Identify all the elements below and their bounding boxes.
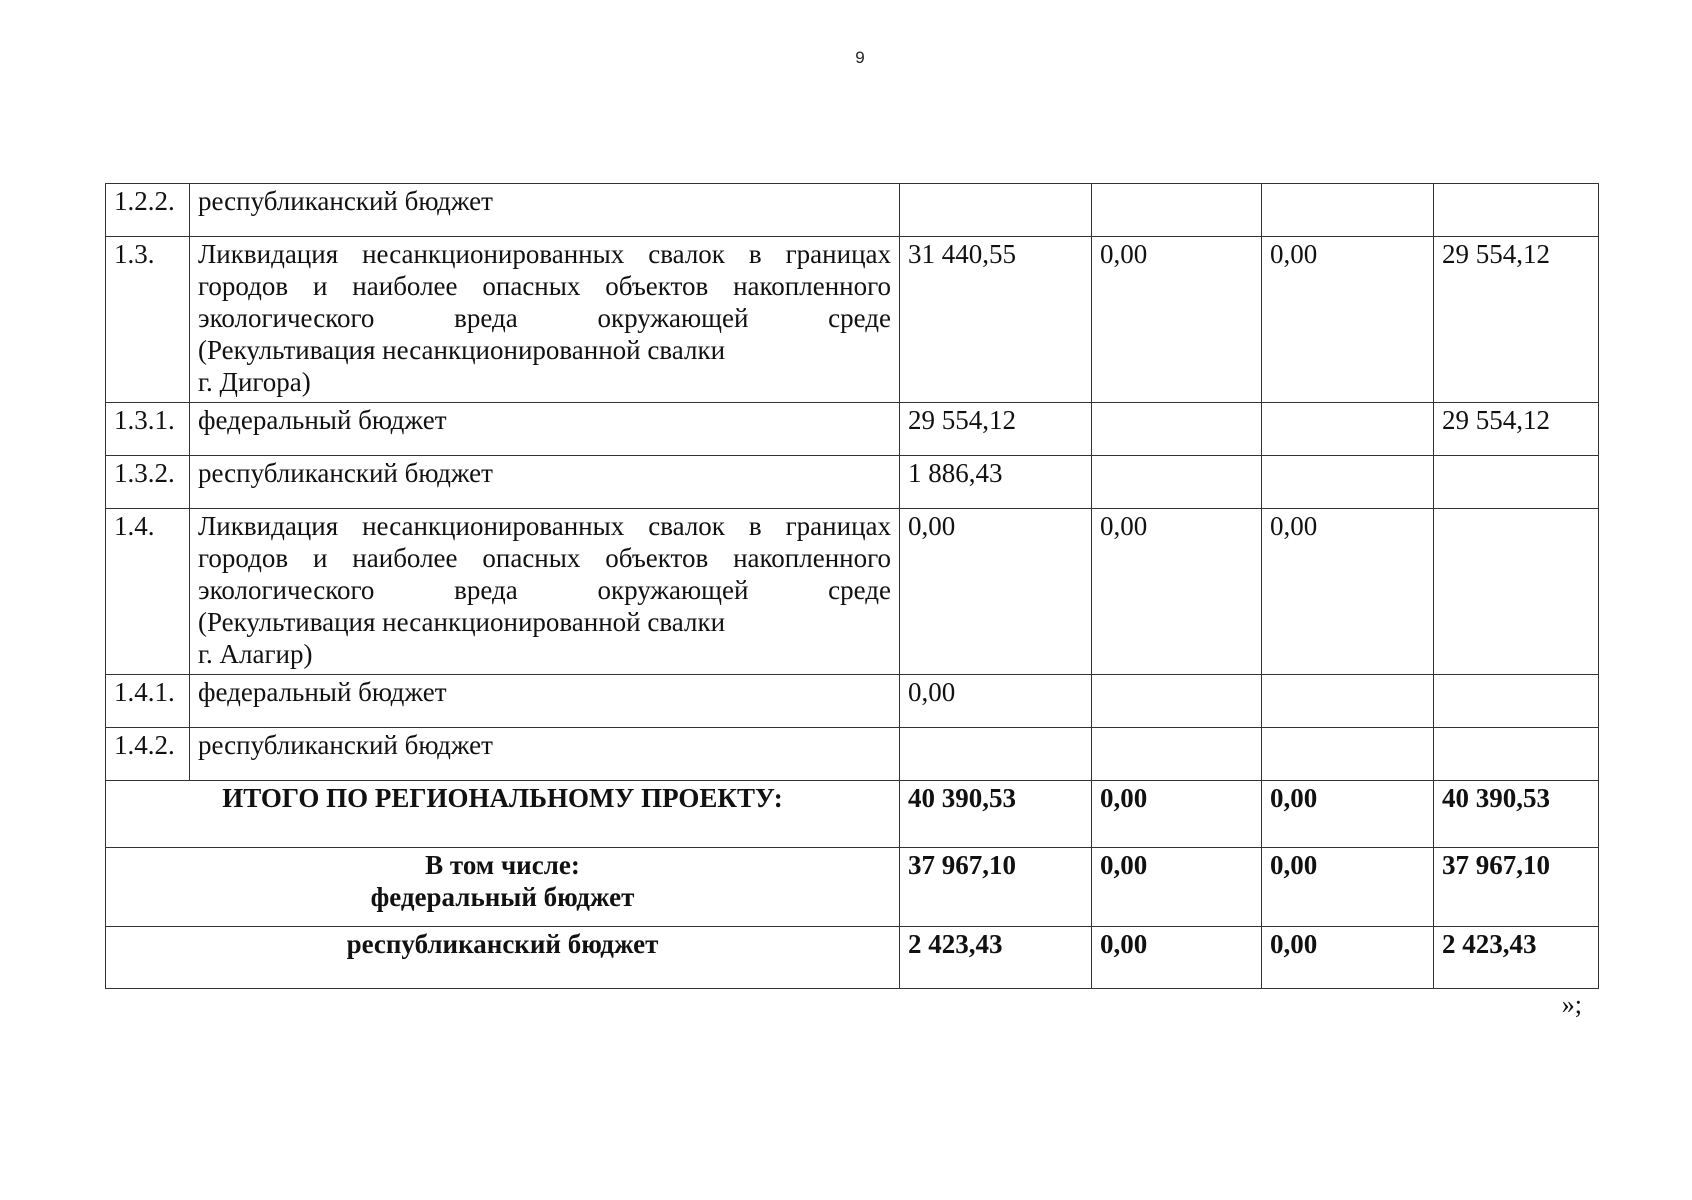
row-code: 1.4.1.	[106, 675, 190, 728]
row-name: федеральный бюджет	[190, 675, 900, 728]
table-row	[106, 456, 1599, 509]
page-number: 9	[855, 48, 865, 67]
total-label-line: федеральный бюджет	[370, 882, 635, 912]
row-name: республиканский бюджет	[190, 184, 900, 237]
value-cell	[1434, 728, 1599, 781]
name-line: городов и наиболее опасных объектов накопленного	[198, 271, 891, 301]
total-value: 40 390,53	[1434, 781, 1599, 848]
total-value: 37 967,10	[1434, 848, 1599, 927]
value-cell: 0,00	[900, 675, 1092, 728]
row-code: 1.3.1.	[106, 403, 190, 456]
value-cell	[1092, 184, 1262, 237]
total-label: ИТОГО ПО РЕГИОНАЛЬНОМУ ПРОЕКТУ:	[106, 781, 900, 848]
value-cell	[1262, 403, 1434, 456]
total-value: 0,00	[1262, 848, 1434, 927]
name-line: Ликвидация несанкционированных свалок в границах	[198, 511, 891, 541]
total-value: 0,00	[1092, 927, 1262, 989]
value-cell: 0,00	[1262, 509, 1434, 675]
budget-table	[105, 183, 1599, 989]
total-row	[106, 781, 1599, 848]
value-cell	[1092, 403, 1262, 456]
value-cell	[1262, 728, 1434, 781]
row-code: 1.3.	[106, 237, 190, 403]
name-line: г. Дигора)	[198, 367, 311, 397]
value-cell	[900, 728, 1092, 781]
closing-quote-mark: »;	[1561, 990, 1582, 1019]
row-name	[190, 237, 900, 403]
table-row	[106, 403, 1599, 456]
table-row	[106, 184, 1599, 237]
value-cell	[1262, 184, 1434, 237]
row-name: республиканский бюджет	[190, 456, 900, 509]
total-value: 0,00	[1092, 781, 1262, 848]
total-label-line: В том числе:	[425, 850, 580, 880]
row-code: 1.4.2.	[106, 728, 190, 781]
total-label: республиканский бюджет	[106, 927, 900, 989]
value-cell: 1 886,43	[900, 456, 1092, 509]
name-line: г. Алагир)	[198, 639, 313, 669]
total-value: 2 423,43	[900, 927, 1092, 989]
total-value: 0,00	[1262, 927, 1434, 989]
value-cell: 31 440,55	[900, 237, 1092, 403]
value-cell	[900, 184, 1092, 237]
table-row	[106, 509, 1599, 675]
name-line: Ликвидация несанкционированных свалок в границах	[198, 239, 891, 269]
value-cell: 0,00	[1262, 237, 1434, 403]
value-cell: 29 554,12	[900, 403, 1092, 456]
row-name	[190, 509, 900, 675]
value-cell: 0,00	[900, 509, 1092, 675]
value-cell	[1262, 456, 1434, 509]
row-name: республиканский бюджет	[190, 728, 900, 781]
value-cell	[1092, 456, 1262, 509]
table-row	[106, 237, 1599, 403]
total-label	[106, 848, 900, 927]
value-cell	[1262, 675, 1434, 728]
total-value: 2 423,43	[1434, 927, 1599, 989]
name-line: экологического вреда окружающей среде	[198, 575, 891, 605]
value-cell	[1434, 675, 1599, 728]
table-row	[106, 675, 1599, 728]
value-cell: 0,00	[1092, 509, 1262, 675]
value-cell: 29 554,12	[1434, 403, 1599, 456]
value-cell	[1434, 509, 1599, 675]
table-row	[106, 728, 1599, 781]
value-cell: 0,00	[1092, 237, 1262, 403]
total-value: 0,00	[1092, 848, 1262, 927]
row-code: 1.4.	[106, 509, 190, 675]
total-value: 0,00	[1262, 781, 1434, 848]
row-code: 1.2.2.	[106, 184, 190, 237]
total-value: 40 390,53	[900, 781, 1092, 848]
row-code: 1.3.2.	[106, 456, 190, 509]
row-name: федеральный бюджет	[190, 403, 900, 456]
value-cell	[1092, 675, 1262, 728]
total-row	[106, 848, 1599, 927]
value-cell: 29 554,12	[1434, 237, 1599, 403]
value-cell	[1434, 184, 1599, 237]
name-line: (Рекультивация несанкционированной свалки	[198, 335, 726, 365]
total-value: 37 967,10	[900, 848, 1092, 927]
name-line: городов и наиболее опасных объектов накопленного	[198, 543, 891, 573]
total-row	[106, 927, 1599, 989]
value-cell	[1092, 728, 1262, 781]
name-line: (Рекультивация несанкционированной свалки	[198, 607, 726, 637]
value-cell	[1434, 456, 1599, 509]
name-line: экологического вреда окружающей среде	[198, 303, 891, 333]
